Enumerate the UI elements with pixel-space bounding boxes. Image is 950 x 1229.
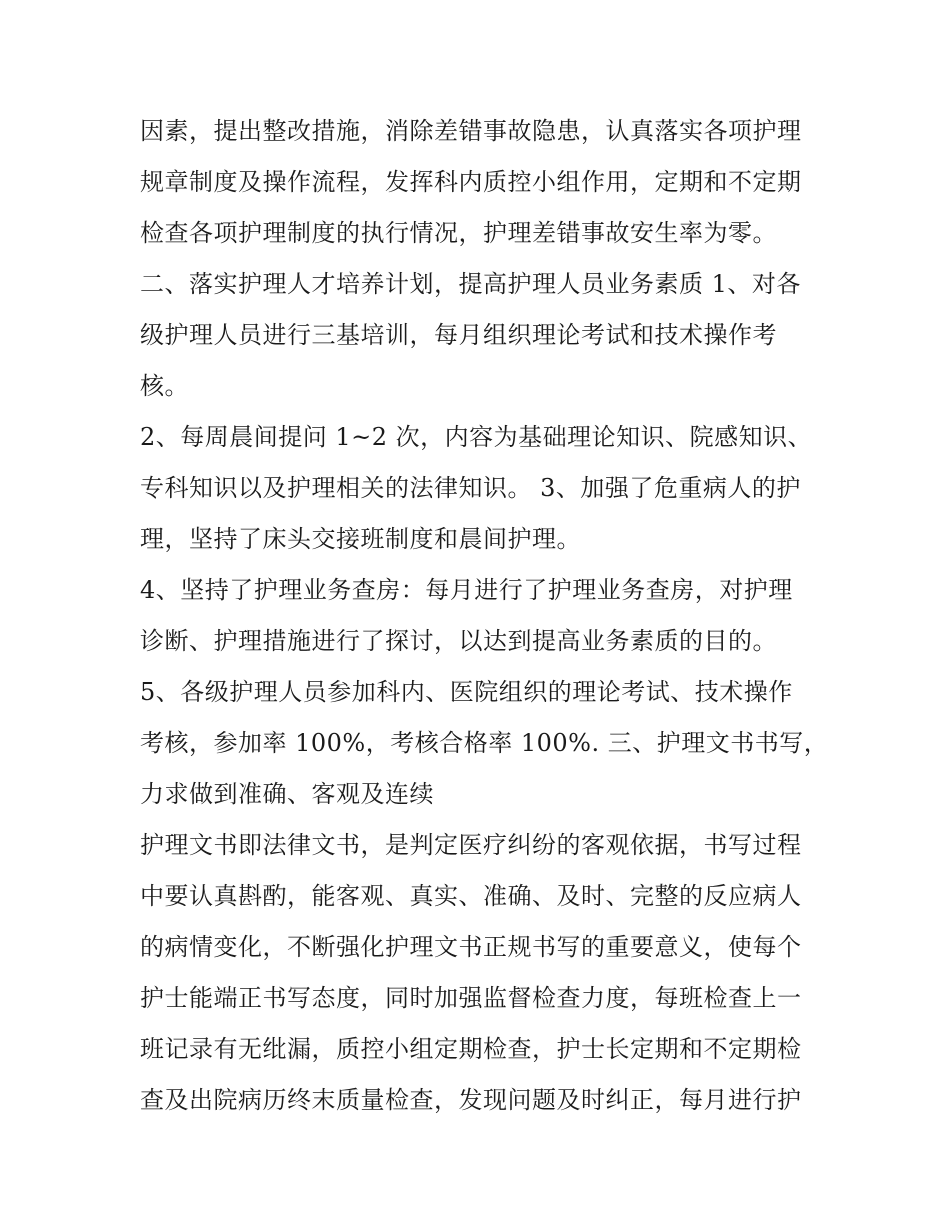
- text-line: 4、坚持了护理业务查房：每月进行了护理业务查房，对护理: [140, 576, 793, 604]
- text-line: 检查各项护理制度的执行情况，护理差错事故安生率为零。: [140, 219, 777, 247]
- text-line: 规章制度及操作流程，发挥科内质控小组作用，定期和不定期: [140, 168, 802, 196]
- text-line: 中要认真斟酌，能客观、真实、准确、及时、完整的反应病人: [140, 882, 802, 910]
- text-line: 护理文书即法律文书，是判定医疗纠纷的客观依据，书写过程: [140, 831, 802, 859]
- text-line: 级护理人员进行三基培训，每月组织理论考试和技术操作考: [140, 321, 777, 349]
- text-line: 二、落实护理人才培养计划，提高护理人员业务素质 1、对各: [140, 270, 801, 298]
- text-line: 诊断、护理措施进行了探讨，以达到提高业务素质的目的。: [140, 627, 777, 655]
- text-line: 护士能端正书写态度，同时加强监督检查力度，每班检查上一: [140, 984, 802, 1012]
- text-line: 2、每周晨间提问 1~2 次，内容为基础理论知识、院感知识、: [140, 423, 813, 451]
- text-line: 查及出院病历终末质量检查，发现问题及时纠正，每月进行护: [140, 1086, 802, 1114]
- text-line: 理，坚持了床头交接班制度和晨间护理。: [140, 525, 581, 553]
- text-line: 班记录有无纰漏，质控小组定期检查，护士长定期和不定期检: [140, 1035, 802, 1063]
- document-body: [140, 106, 830, 1126]
- text-line: 的病情变化，不断强化护理文书正规书写的重要意义，使每个: [140, 933, 802, 961]
- text-line: 核。: [140, 372, 189, 400]
- text-line: 因素，提出整改措施，消除差错事故隐患，认真落实各项护理: [140, 117, 802, 145]
- text-line: 5、各级护理人员参加科内、医院组织的理论考试、技术操作: [140, 678, 793, 706]
- text-line: 力求做到准确、客观及连续: [140, 780, 434, 808]
- text-line: 专科知识以及护理相关的法律知识。 3、加强了危重病人的护: [140, 474, 801, 502]
- text-line: 考核，参加率 100%，考核合格率 100%. 三、护理文书书写，: [140, 729, 829, 757]
